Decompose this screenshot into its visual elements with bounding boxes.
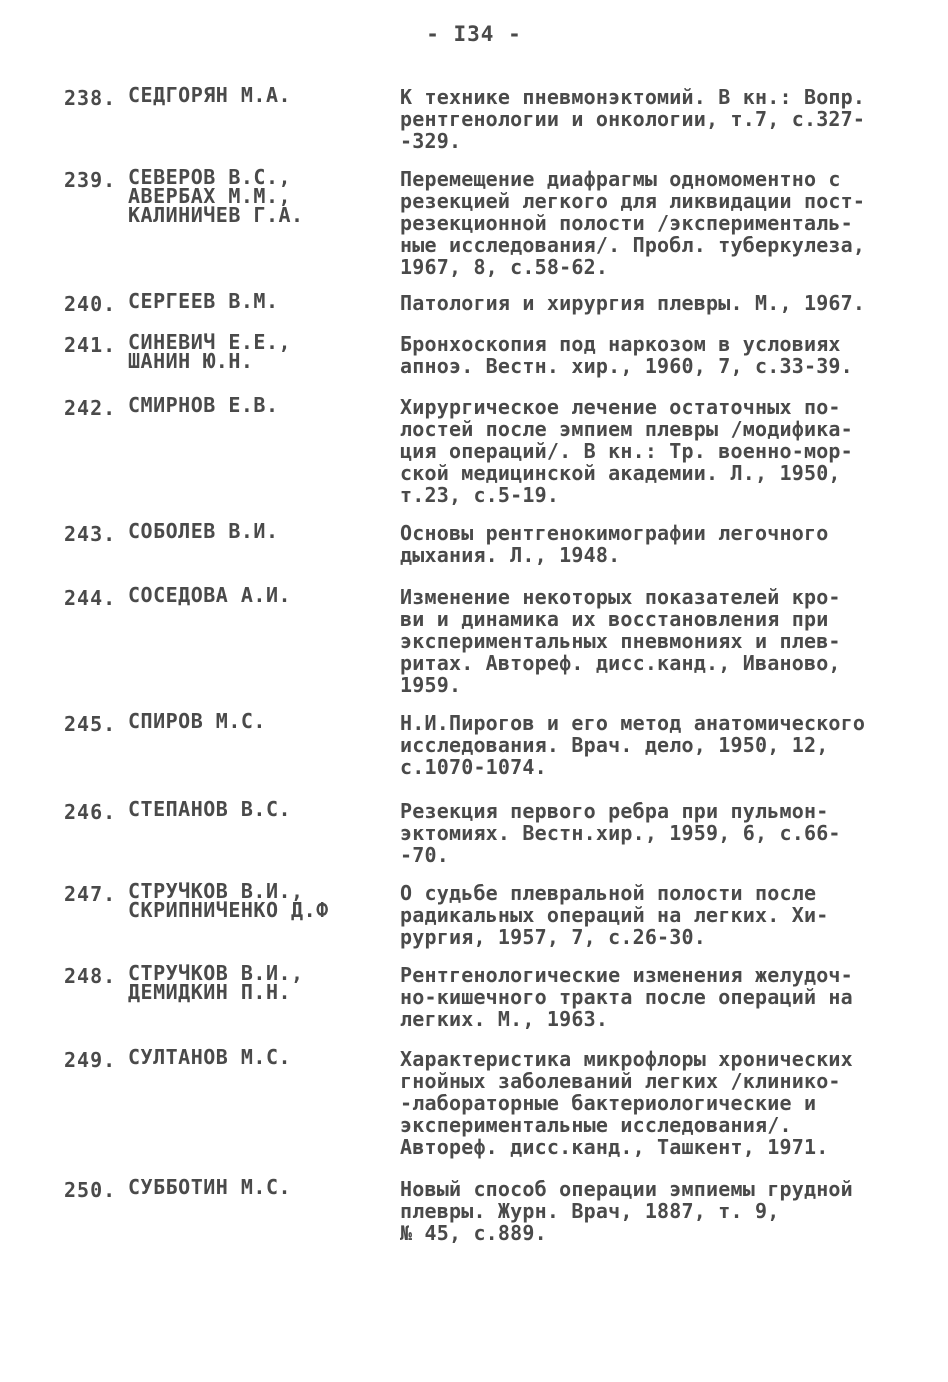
citation-line: ритах. Автореф. дисс.канд., Иваново, xyxy=(400,651,841,675)
citation-line: Патология и хирургия плевры. М., 1967. xyxy=(400,291,866,315)
author-name: СЕРГЕЕВ В.М. xyxy=(128,289,279,313)
entry-citation xyxy=(400,964,900,1030)
entry-authors xyxy=(128,289,388,313)
entry-number: 241. xyxy=(64,333,117,357)
citation-line: 1959. xyxy=(400,673,462,697)
entry-citation xyxy=(400,712,900,778)
citation-line: лостей после эмпием плевры /модифика- xyxy=(400,417,853,441)
author-name: СИНЕВИЧ Е.Е., xyxy=(128,330,292,354)
citation-line: но-кишечного тракта после операций на xyxy=(400,985,853,1009)
citation-line: Изменение некоторых показателей кро- xyxy=(400,585,841,609)
citation-line: экспериментальные исследования/. xyxy=(400,1113,792,1137)
citation-line: -329. xyxy=(400,129,462,153)
entry-number: 239. xyxy=(64,168,117,192)
author-name: СОСЕДОВА А.И. xyxy=(128,583,292,607)
author-name: СЕВЕРОВ В.С., xyxy=(128,165,292,189)
entry-citation xyxy=(400,396,900,506)
entry-authors xyxy=(128,393,388,417)
entry-number: 240. xyxy=(64,292,117,316)
citation-line: Н.И.Пирогов и его метод анатомического xyxy=(400,711,866,735)
author-name: ШАНИН Ю.Н. xyxy=(128,349,254,373)
entry-citation xyxy=(400,522,900,566)
author-name: СМИРНОВ Е.В. xyxy=(128,393,279,417)
citation-line: эктомиях. Вестн.хир., 1959, 6, с.66- xyxy=(400,821,841,845)
citation-line: апноэ. Вестн. хир., 1960, 7, с.33-39. xyxy=(400,354,853,378)
citation-line: рургия, 1957, 7, с.26-30. xyxy=(400,925,707,949)
author-name: СТРУЧКОВ В.И., xyxy=(128,879,304,903)
citation-line: гнойных заболеваний легких /клинико- xyxy=(400,1069,841,1093)
citation-line: Перемещение диафрагмы одномоментно с xyxy=(400,167,841,191)
citation-line: рентгенологии и онкологии, т.7, с.327- xyxy=(400,107,866,131)
citation-line: О судьбе плевральной полости после xyxy=(400,881,817,905)
author-name: СУЛТАНОВ М.С. xyxy=(128,1045,292,1069)
citation-line: К технике пневмонэктомий. В кн.: Вопр. xyxy=(400,85,866,109)
entry-number: 245. xyxy=(64,712,117,736)
entry-number: 247. xyxy=(64,882,117,906)
citation-line: 1967, 8, с.58-62. xyxy=(400,255,609,279)
page-number: - I34 - xyxy=(426,22,522,46)
author-name: СПИРОВ М.С. xyxy=(128,709,266,733)
entry-citation xyxy=(400,1048,900,1158)
entry-authors xyxy=(128,519,388,543)
citation-line: Хирургическое лечение остаточных по- xyxy=(400,395,841,419)
entry-number: 248. xyxy=(64,964,117,988)
entry-citation xyxy=(400,586,900,696)
author-name: СТРУЧКОВ В.И., xyxy=(128,961,304,985)
author-name: СКРИПНИЧЕНКО Д.Ф xyxy=(128,898,329,922)
citation-line: Рентгенологические изменения желудоч- xyxy=(400,963,853,987)
citation-line: ция операций/. В кн.: Тр. военно-мор- xyxy=(400,439,853,463)
author-name: КАЛИНИЧЕВ Г.А. xyxy=(128,203,304,227)
citation-line: ской медицинской академии. Л., 1950, xyxy=(400,461,841,485)
entry-citation xyxy=(400,168,900,278)
citation-line: с.1070-1074. xyxy=(400,755,547,779)
entry-citation xyxy=(400,86,900,152)
entry-authors xyxy=(128,879,388,922)
entry-number: 246. xyxy=(64,800,117,824)
author-name: СТЕПАНОВ В.С. xyxy=(128,797,292,821)
citation-line: Резекция первого ребра при пульмон- xyxy=(400,799,829,823)
entry-number: 243. xyxy=(64,522,117,546)
citation-line: -лабораторные бактериологические и xyxy=(400,1091,817,1115)
entry-authors xyxy=(128,330,388,373)
entry-citation xyxy=(400,1178,900,1244)
citation-line: ные исследования/. Пробл. туберкулеза, xyxy=(400,233,866,257)
citation-line: радикальных операций на легких. Хи- xyxy=(400,903,829,927)
entry-citation xyxy=(400,292,900,314)
entry-authors xyxy=(128,709,388,733)
entry-number: 244. xyxy=(64,586,117,610)
entry-authors xyxy=(128,797,388,821)
entry-citation xyxy=(400,800,900,866)
author-name: ДЕМИДКИН П.Н. xyxy=(128,980,292,1004)
entry-citation xyxy=(400,882,900,948)
entry-number: 238. xyxy=(64,86,117,110)
citation-line: исследования. Врач. дело, 1950, 12, xyxy=(400,733,829,757)
author-name: СУББОТИН М.С. xyxy=(128,1175,292,1199)
entry-number: 242. xyxy=(64,396,117,420)
entry-authors xyxy=(128,165,388,227)
citation-line: № 45, с.889. xyxy=(400,1221,547,1245)
citation-line: экспериментальных пневмониях и плев- xyxy=(400,629,841,653)
citation-line: Бронхоскопия под наркозом в условиях xyxy=(400,332,841,356)
citation-line: плевры. Журн. Врач, 1887, т. 9, xyxy=(400,1199,780,1223)
citation-line: Характеристика микрофлоры хронических xyxy=(400,1047,853,1071)
author-name: СЕДГОРЯН М.А. xyxy=(128,83,292,107)
entry-authors xyxy=(128,1045,388,1069)
citation-line: -70. xyxy=(400,843,449,867)
citation-line: резекцией легкого для ликвидации пост- xyxy=(400,189,866,213)
citation-line: резекционной полости /эксперименталь- xyxy=(400,211,853,235)
author-name: АВЕРБАХ М.М., xyxy=(128,184,292,208)
entry-authors xyxy=(128,961,388,1004)
entry-citation xyxy=(400,333,900,377)
citation-line: т.23, с.5-19. xyxy=(400,483,560,507)
citation-line: дыхания. Л., 1948. xyxy=(400,543,621,567)
entry-number: 249. xyxy=(64,1048,117,1072)
entry-number: 250. xyxy=(64,1178,117,1202)
author-name: СОБОЛЕВ В.И. xyxy=(128,519,279,543)
citation-line: легких. М., 1963. xyxy=(400,1007,609,1031)
citation-line: ви и динамика их восстановления при xyxy=(400,607,829,631)
entry-authors xyxy=(128,583,388,607)
entry-authors xyxy=(128,83,388,107)
citation-line: Основы рентгенокимографии легочного xyxy=(400,521,829,545)
citation-line: Автореф. дисс.канд., Ташкент, 1971. xyxy=(400,1135,829,1159)
entry-authors xyxy=(128,1175,388,1199)
citation-line: Новый способ операции эмпиемы грудной xyxy=(400,1177,853,1201)
